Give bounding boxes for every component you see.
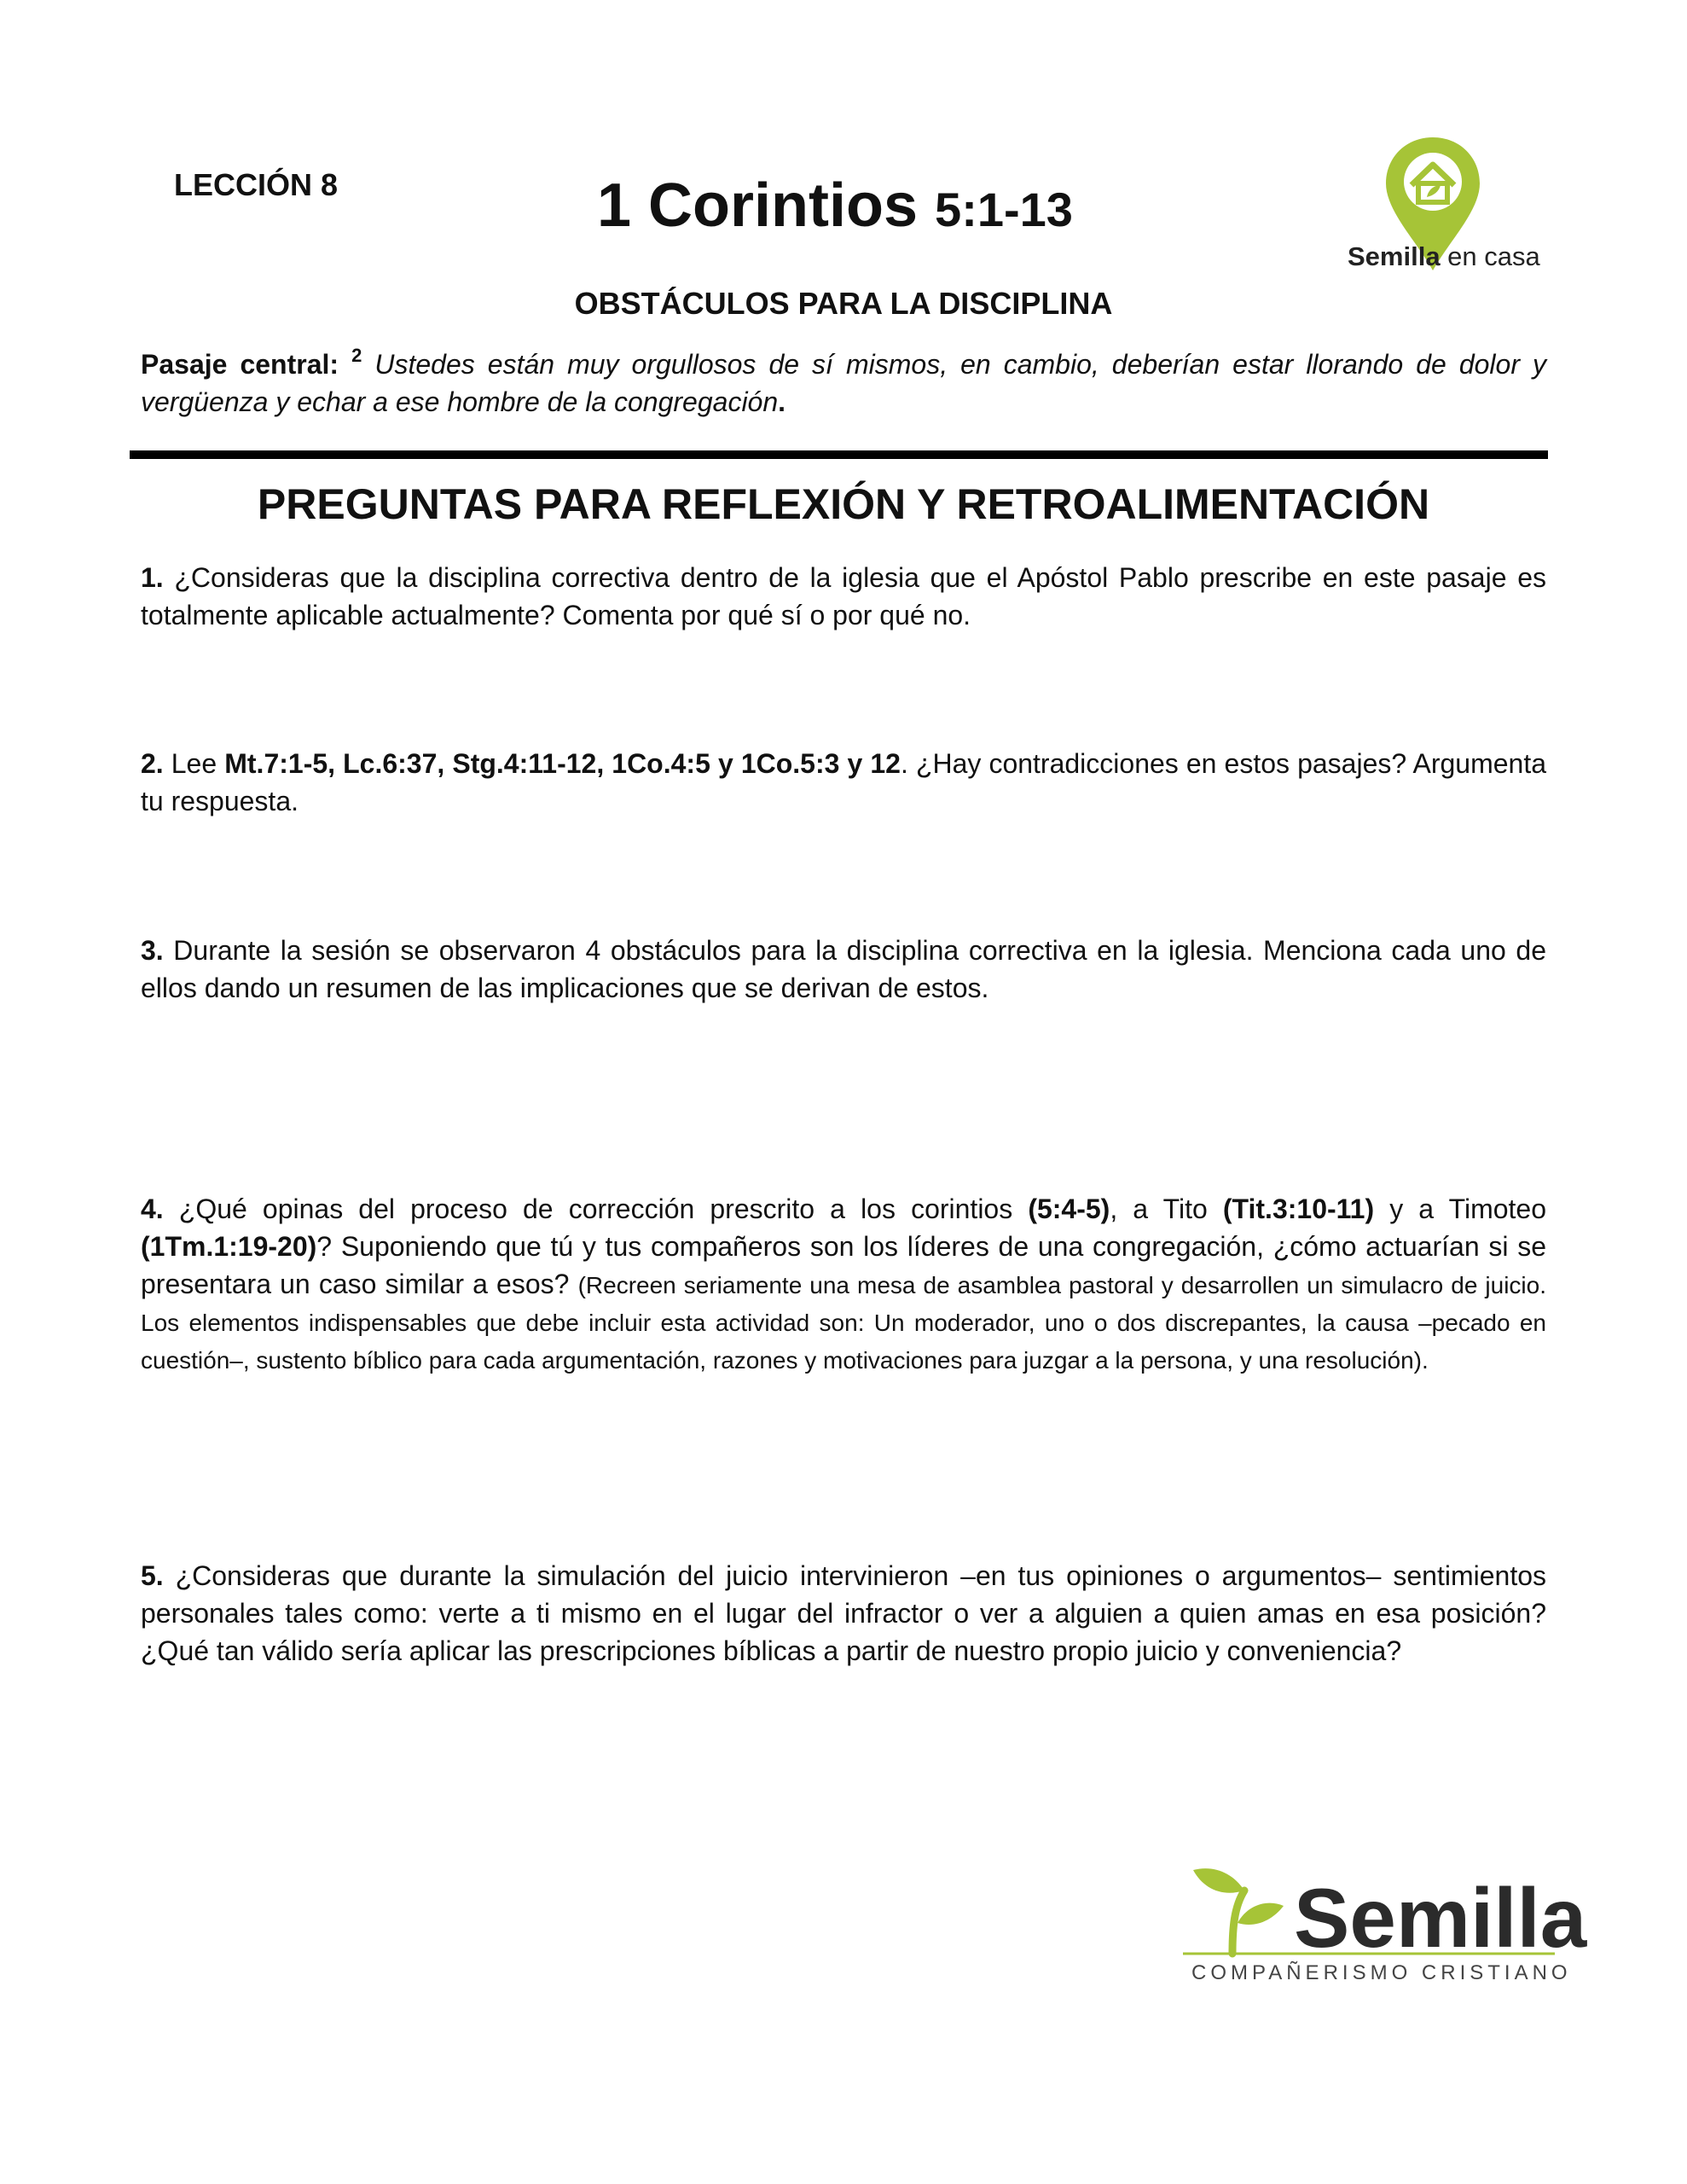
question-text: . ¿Hay contradicciones en estos pasajes? Argumenta tu respuesta. — [141, 748, 1547, 816]
page-title — [597, 171, 1073, 241]
question-5 — [141, 1557, 1546, 1670]
central-passage — [141, 346, 1546, 421]
question-3 — [141, 932, 1546, 1007]
question-number: 2. — [141, 748, 164, 779]
bible-reference: (5:4-5) — [1028, 1194, 1110, 1224]
question-text: ? Suponiendo que tú y tus compañeros son los líderes de una congregación, ¿cómo actuarían si se presentara un caso similar a esos? — [141, 1231, 1546, 1299]
question-4 — [141, 1190, 1546, 1378]
section-divider — [130, 450, 1548, 459]
question-1 — [141, 559, 1546, 634]
question-text: , a Tito — [1110, 1194, 1223, 1224]
verse-number: 2 — [351, 345, 362, 366]
activity-note: (Recreen seriamente una mesa de asamblea pastoral y desarrollen un simulacro de juicio. Los elementos indispensables que debe incluir esta actividad son: Un moderador, uno o dos discrepantes, la causa –pecado en cuestión–, sustento bíblico para cada argumentación, razones y motivaciones para juzgar a la persona, y una resolución). — [141, 1272, 1547, 1374]
question-number: 1. — [141, 562, 164, 593]
section-title: PREGUNTAS PARA REFLEXIÓN Y RETROALIMENTACIÓN — [257, 480, 1430, 528]
question-number: 3. — [141, 935, 164, 966]
logo-brand-bold: Semilla — [1348, 241, 1441, 271]
question-number: 5. — [141, 1560, 164, 1591]
question-text: ¿Qué opinas del proceso de corrección prescrito a los corintios — [163, 1194, 1029, 1224]
passage-text: Ustedes están muy orgullosos de sí mismos, en cambio, deberían estar llorando de dolor y vergüenza y echar a ese hombre de la congregación — [141, 349, 1547, 417]
title-reference: 5:1-13 — [935, 183, 1073, 236]
semilla-en-casa-wordmark — [1348, 241, 1540, 272]
bible-reference: (Tit.3:10-11) — [1222, 1194, 1375, 1224]
bible-references: Mt.7:1-5, Lc.6:37, Stg.4:11-12, 1Co.4:5 y 1Co.5:3 y 12 — [224, 748, 901, 779]
passage-label: Pasaje central: — [141, 349, 339, 380]
footer-brand: Semilla — [1294, 1871, 1587, 1965]
question-text: y a Timoteo — [1374, 1194, 1547, 1224]
lesson-subtitle: OBSTÁCULOS PARA LA DISCIPLINA — [574, 286, 1113, 321]
question-number: 4. — [141, 1194, 164, 1224]
question-2 — [141, 745, 1546, 820]
passage-end: . — [778, 386, 786, 417]
question-text: Durante la sesión se observaron 4 obstáculos para la disciplina correctiva en la iglesia. Menciona cada uno de ellos dando un resumen de las implicaciones que se derivan de estos. — [141, 935, 1546, 1003]
title-book: 1 Corintios — [597, 171, 919, 240]
lesson-number: LECCIÓN 8 — [174, 167, 339, 202]
bible-reference: (1Tm.1:19-20) — [141, 1231, 317, 1262]
question-text: ¿Consideras que la disciplina correctiva dentro de la iglesia que el Apóstol Pablo prescribe en este pasaje es totalmente aplicable actualmente? Comenta por qué sí o por qué no. — [141, 562, 1546, 630]
logo-brand-light: en casa — [1440, 241, 1540, 271]
question-text: Lee — [163, 748, 225, 779]
question-text: ¿Consideras que durante la simulación del juicio intervinieron –en tus opiniones o argumentos– sentimientos personales tales como: verte a ti mismo en el lugar del infractor o ver a alguien a quien amas en esa posición? ¿Qué tan válido sería aplicar las prescripciones bíblicas a partir de nuestro propio juicio y conveniencia? — [141, 1560, 1546, 1666]
footer-tagline: COMPAÑERISMO CRISTIANO — [1191, 1961, 1572, 1984]
